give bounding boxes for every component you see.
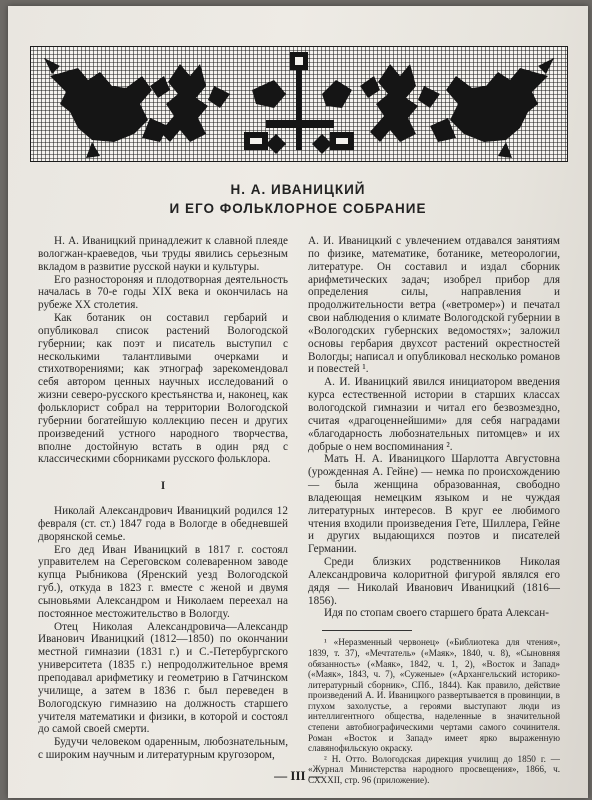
- left-column: [38, 235, 288, 762]
- footnote: ¹ «Неразменный червонец» («Библиотека для чтения», 1839, т. 37), «Мечтатель» («Маяк», 1840, ч. 8), «Сыновняя обязанность» («Маяк», 1842, ч. 1, 2), «Восток и Запад» («Маяк», 1843, ч. 7), «Суженые» («Архангельский историко-литературный сборник», СПб., 1844). Как правило, действие произведений А. И. Иваницкого развертывается в провинции, в глухом захолустье, а героями выступают люди из интеллигентного общества, наделенные в значительной степени автобиографическими чертами самого сочинителя. Роман «Восток и Запад» имеет ярко выраженную славянофильскую окраску.: [308, 637, 560, 754]
- paragraph: Мать Н. А. Иваницкого Шарлотта Августовна (урожденная А. Гейне) — немка по происхождению — была женщина образованная, свободно владеющая немецким языком и не чуждая литературных интересов. В круг ее любимого чтения входили произведения Гете, Шиллера, Гейне и других выдающихся поэтов и писателей Германии.: [308, 453, 560, 556]
- paragraph: А. И. Иваницкий явился инициатором введения курса естественной истории в старших классах вологодской гимназии и читал его безвозмездно, считая «драгоценнейшими» для себя наградами «благодарность любознательных питомцев» и их добрые о нем воспоминания ².: [308, 376, 560, 453]
- book-page: [8, 6, 588, 798]
- paragraph: Идя по стопам своего старшего брата Алексан-: [324, 607, 549, 620]
- footnote-divider: [322, 630, 412, 631]
- paragraph: Н. А. Иваницкий принадлежит к славной плеяде вологжан-краеведов, чьи труды явились серьезным вкладом в развитие русской науки и культуры.: [38, 235, 288, 273]
- paragraph: Его дед Иван Иваницкий в 1817 г. состоял управителем на Сереговском солеваренном заводе купца Рыбникова (Яренский уезд Вологодской губ.), откуда в 1823 г. вместе с женой и двумя сыновьями Александром и Николаем переехал на постоянное местожительство в Вологду.: [38, 543, 288, 620]
- paragraph: А. И. Иваницкий с увлечением отдавался занятиям по физике, математике, ботанике, метеорологии, литературе. Он составил и издал сборник арифметических задач; изобрел прибор для определения силы, направления и продолжительности ветра («ветромер») и печатал свои наблюдения о климате Вологодской губернии в «Вологодских губернских ведомостях»; заложил основы гербария двухсот растений окрестностей Вологды; написал и опубликовал несколько романов и повестей ¹.: [308, 235, 560, 376]
- paragraph: Как ботаник он составил гербарий и опубликовал список растений Вологодской губернии; как поэт и писатель выступил с несколькими талантливыми очерками и стихотворениями; как этнограф зарекомендовал себя автором ценных научных исследований о жизни северо-русского крестьянства и, наконец, как фольклорист собрал на территории Вологодской губернии богатейшую коллекцию песен и других произведений устного народного творчества, вполне достойную встать в один ряд с классическими сборниками русского фольклора.: [38, 312, 288, 466]
- embroidery-ornament: [30, 46, 568, 162]
- paragraph: Среди близких родственников Николая Александровича колоритной фигурой являлся его дядя — Николай Иванович Иваницкий (1816—1856).: [308, 556, 560, 607]
- paragraph: Отец Николая Александровича—Александр Иванович Иваницкий (1812—1850) по окончании местной гимназии (1831 г.) и С.-Петербургского университета (1835 г.) непродолжительное время преподавал арифметику и геометрию в Гатчинском училище, а затем в 1836 г. был переведен в Вологодскую гимназию на должность старшего учителя математики и физики, в которой и состоял до самой своей смерти.: [38, 620, 288, 736]
- title-author: Н. А. ИВАНИЦКИЙ: [230, 182, 366, 197]
- paragraph: Николай Александрович Иваницкий родился 12 февраля (ст. ст.) 1847 года в Вологде в обедневшей дворянской семье.: [38, 505, 288, 543]
- section-number: I: [160, 480, 166, 493]
- title-subtitle: И ЕГО ФОЛЬКЛОРНОЕ СОБРАНИЕ: [169, 201, 427, 216]
- right-column: [308, 235, 560, 786]
- paragraph: Его разностороняя и плодотворная деятельность началась в 70-е годы XIX века и окончилась на рубеже XX столетия.: [38, 273, 288, 312]
- page-number: — III —: [274, 768, 322, 783]
- paragraph: Будучи человеком одаренным, любознательным, с широким научным и литературным кругозором,: [38, 736, 288, 762]
- footnote: ² Н. Отто. Вологодская дирекция училищ до 1850 г. — «Журнал Министерства народного просвещения», 1866, ч. СХХХII, стр. 96 (приложение).: [308, 753, 560, 786]
